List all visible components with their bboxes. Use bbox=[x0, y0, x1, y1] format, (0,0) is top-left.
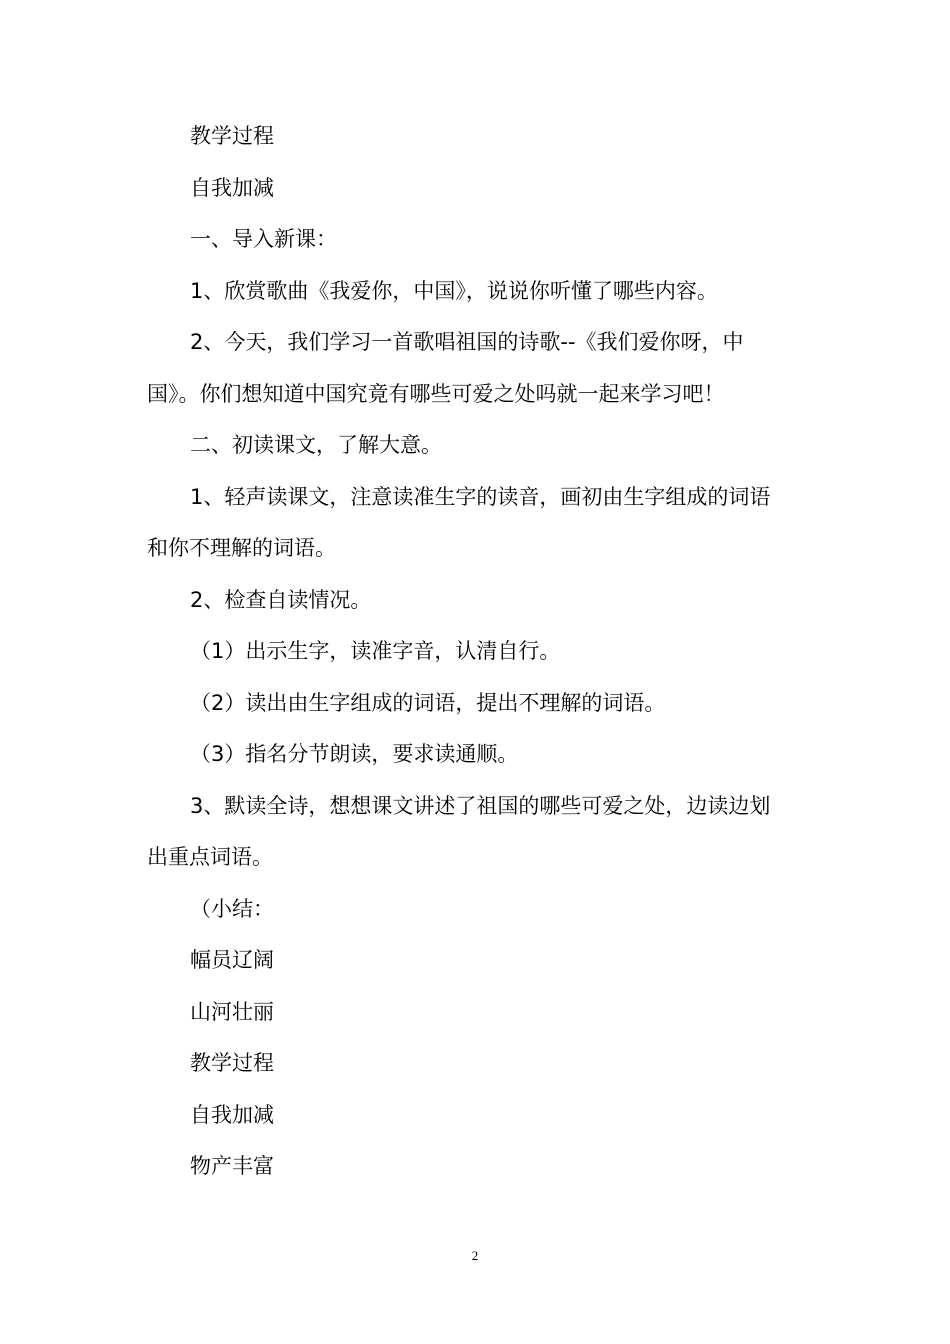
text-line: 1、欣赏歌曲《我爱你，中国》，说说你听懂了哪些内容。 bbox=[190, 278, 718, 303]
text-line: （3）指名分节朗读，要求读通顺。 bbox=[190, 742, 519, 766]
text-line-continuation: 出重点词语。 bbox=[147, 845, 273, 869]
section-heading: 二、初读课文，了解大意。 bbox=[190, 433, 442, 457]
text-line: 山河壮丽 bbox=[190, 999, 274, 1024]
text-line: 2、今天，我们学习一首歌唱祖国的诗歌--《我们爱你呀，中 bbox=[190, 330, 744, 354]
text-line: 幅员辽阔 bbox=[190, 948, 274, 972]
page-number: 2 bbox=[471, 1248, 479, 1263]
text-line-continuation: 和你不理解的词语。 bbox=[147, 536, 336, 560]
text-line: （小结： bbox=[190, 896, 274, 921]
text-line: 3、默读全诗，想想课文讲述了祖国的哪些可爱之处，边读边划 bbox=[190, 793, 771, 818]
text-line: 2、检查自读情况。 bbox=[190, 587, 372, 612]
text-line: 物产丰富 bbox=[190, 1154, 274, 1178]
document-body bbox=[147, 111, 817, 1193]
text-line: 自我加减 bbox=[190, 175, 274, 200]
text-line: （2）读出由生字组成的词语，提出不理解的词语。 bbox=[190, 690, 666, 715]
text-line: 教学过程 bbox=[190, 1051, 274, 1075]
section-heading: 一、导入新课： bbox=[190, 227, 337, 251]
text-line: 教学过程 bbox=[190, 124, 274, 148]
text-line-continuation: 国》。你们想知道中国究竟有哪些可爱之处吗就一起来学习吧！ bbox=[147, 381, 725, 406]
text-line: 1、轻声读课文，注意读准生字的读音，画初由生字组成的词语 bbox=[190, 484, 771, 509]
text-line: 自我加减 bbox=[190, 1102, 274, 1127]
text-line: （1）出示生字，读准字音，认清自行。 bbox=[190, 639, 561, 663]
